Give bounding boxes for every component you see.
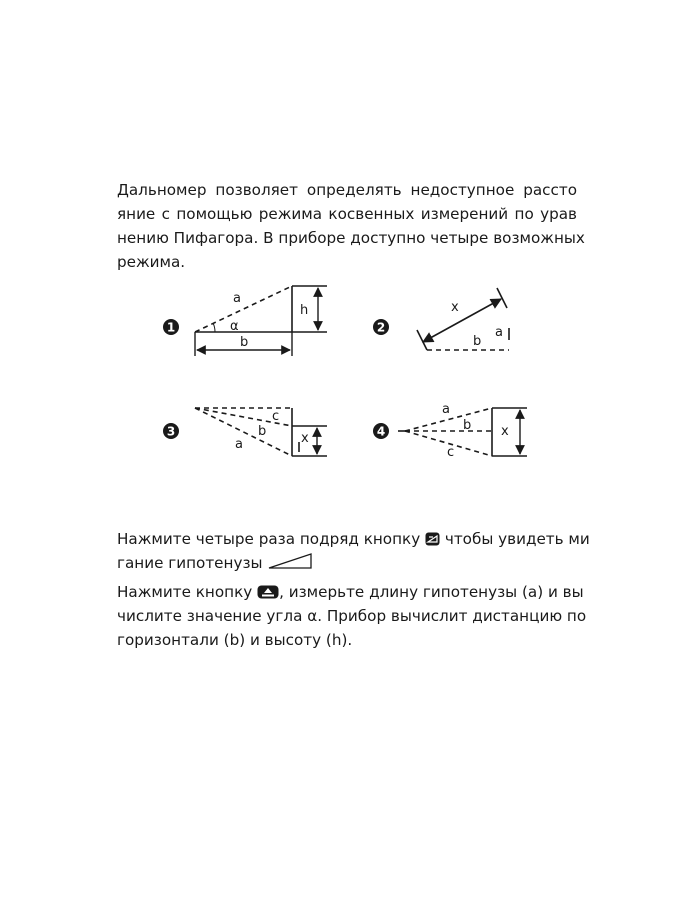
hypotenuse-triangle-icon: [267, 552, 313, 570]
mode-3-label-x: x: [301, 431, 309, 446]
mode-2-number-badge: [373, 319, 389, 335]
step-2-text-before: Нажмите кнопку: [117, 583, 253, 601]
step-2-line-2: числите значение угла α. Прибор вычислит дистанцию по: [117, 607, 587, 625]
mode-1-number-badge: [163, 319, 179, 335]
mode-2-label-b: b: [473, 334, 482, 349]
mode-1-diagram: [155, 278, 340, 363]
step-1-text-before: Нажмите четыре раза подряд кнопку: [117, 530, 421, 548]
mode-4-number-badge: [373, 423, 389, 439]
mode-4-diagram: [365, 398, 540, 468]
svg-text:1: 1: [166, 320, 176, 335]
mode-4-label-c: c: [447, 445, 455, 460]
intro-line-3: нению Пифагора. В приборе доступно четыре возможных: [117, 229, 585, 247]
step-1-text-line-2: гание гипотенузы: [117, 554, 263, 572]
mode-4-label-a: a: [442, 402, 450, 417]
intro-line-4: режима.: [117, 253, 186, 271]
intro-paragraph: [117, 178, 585, 274]
mode-4-label-b: b: [463, 418, 472, 433]
mode-3-label-c: c: [272, 409, 280, 424]
step-2-paragraph: [117, 580, 587, 652]
mode-2-label-a: a: [495, 325, 503, 340]
svg-text:2: 2: [376, 320, 386, 335]
step-1-text-after: чтобы увидеть ми: [444, 530, 590, 548]
intro-line-2: яние с помощью режима косвенных измерений по урав: [117, 205, 577, 223]
step-2-line-3: горизонтали (b) и высоту (h).: [117, 631, 353, 649]
intro-line-1: Дальномер позволяет определять недоступное рассто: [117, 181, 577, 199]
mode-button-icon: [425, 532, 440, 546]
mode-1-label-a: a: [233, 291, 241, 306]
mode-1-label-alpha: α: [230, 319, 239, 334]
mode-2-diagram: [365, 280, 525, 360]
svg-text:3: 3: [166, 424, 176, 439]
step-1-paragraph: [117, 527, 590, 575]
svg-text:4: 4: [376, 424, 386, 439]
mode-1-label-h: h: [300, 303, 309, 318]
mode-3-number-badge: [163, 423, 179, 439]
mode-1-label-b: b: [240, 335, 249, 350]
mode-2-label-x: x: [451, 300, 459, 315]
mode-3-label-b: b: [258, 424, 267, 439]
step-2-line-1: [117, 580, 584, 604]
read-button-icon: [257, 585, 279, 599]
mode-4-label-x: x: [501, 424, 509, 439]
mode-3-diagram: [155, 398, 340, 468]
mode-3-label-a: a: [235, 437, 243, 452]
step-2-text-after: , измерьте длину гипотенузы (a) и вы: [279, 583, 584, 601]
step-1-line-2: [117, 551, 577, 575]
step-1-line-1: [117, 527, 590, 551]
